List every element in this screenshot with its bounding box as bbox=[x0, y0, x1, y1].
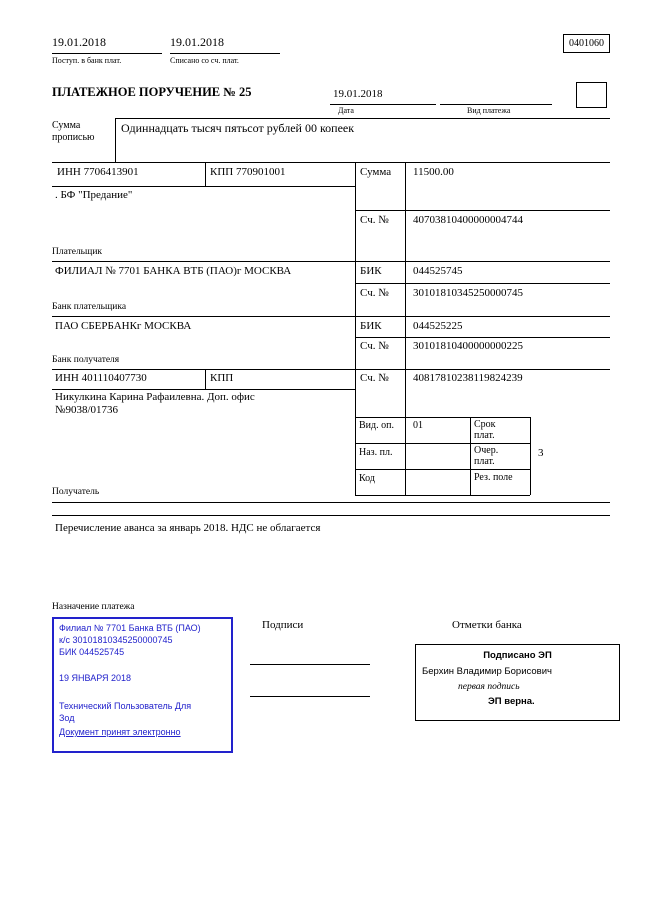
table-line bbox=[205, 369, 206, 389]
payer-bank-account-label: Сч. № bbox=[360, 287, 389, 299]
table-line bbox=[355, 210, 610, 211]
table-line bbox=[205, 162, 206, 186]
form-code: 0401060 bbox=[569, 38, 604, 49]
table-line bbox=[355, 283, 610, 284]
beneficiary-account-label: Сч. № bbox=[360, 372, 389, 384]
stamp-bik: БИК 044525745 bbox=[59, 647, 125, 657]
beneficiary-name-line2: №9038/01736 bbox=[55, 404, 119, 416]
payer-inn: ИНН 7706413901 bbox=[57, 166, 139, 178]
table-line bbox=[52, 502, 610, 503]
stamp-user-line2: Зод bbox=[59, 713, 75, 723]
sum-label: Сумма bbox=[360, 166, 392, 178]
table-line bbox=[530, 417, 531, 495]
stamp-date: 19 ЯНВАРЯ 2018 bbox=[59, 673, 132, 683]
divider-line bbox=[52, 53, 162, 54]
payer-bank-section-label: Банк плательщика bbox=[52, 302, 127, 312]
received-date: 19.01.2018 bbox=[52, 35, 106, 49]
table-line bbox=[355, 495, 530, 496]
signer-name: Берхин Владимир Борисович bbox=[422, 666, 552, 677]
table-line bbox=[355, 337, 610, 338]
purpose-text: Перечисление аванса за январь 2018. НДС не облагается bbox=[55, 522, 321, 534]
table-line bbox=[355, 469, 530, 470]
payer-bank-bik: 044525745 bbox=[413, 265, 463, 277]
payer-bank-account: 30101810345250000745 bbox=[413, 287, 523, 299]
beneficiary-bank-section-label: Банк получателя bbox=[52, 355, 120, 365]
signature-line bbox=[250, 664, 370, 665]
table-line bbox=[52, 369, 610, 370]
reserve-label: Рез. поле bbox=[474, 472, 513, 483]
table-line bbox=[52, 389, 355, 390]
naz-label: Наз. пл. bbox=[359, 447, 393, 458]
bank-marks-title: Отметки банка bbox=[452, 619, 522, 631]
payer-account: 40703810400000004744 bbox=[413, 214, 523, 226]
amount-words-label-2: прописью bbox=[52, 132, 95, 143]
electronic-bank-stamp bbox=[52, 617, 233, 753]
table-line bbox=[52, 261, 610, 262]
divider-line bbox=[170, 53, 280, 54]
received-label: Поступ. в банк плат. bbox=[52, 56, 122, 65]
table-line bbox=[355, 417, 530, 418]
table-line bbox=[470, 417, 471, 495]
op-type-value: 01 bbox=[413, 420, 423, 431]
beneficiary-bank-bik-label: БИК bbox=[360, 320, 382, 332]
document-date: 19.01.2018 bbox=[333, 88, 383, 100]
beneficiary-kpp-label: КПП bbox=[210, 372, 234, 384]
signed-ep-text: Подписано ЭП bbox=[483, 650, 552, 661]
table-line bbox=[355, 162, 356, 495]
amount-words-label-1: Сумма bbox=[52, 120, 81, 131]
beneficiary-bank-account-label: Сч. № bbox=[360, 340, 389, 352]
form-code-box bbox=[563, 34, 610, 53]
table-line bbox=[52, 316, 610, 317]
beneficiary-inn: ИНН 401110407730 bbox=[55, 372, 147, 384]
payer-bank-name: ФИЛИАЛ № 7701 БАНКА ВТБ (ПАО)г МОСКВА bbox=[55, 265, 292, 277]
table-line bbox=[52, 515, 610, 516]
due-label-line2: плат. bbox=[474, 430, 495, 441]
table-line bbox=[52, 186, 355, 187]
payer-name: . БФ "Предание" bbox=[55, 189, 133, 201]
beneficiary-bank-account: 30101810400000000225 bbox=[413, 340, 523, 352]
beneficiary-bank-name: ПАО СБЕРБАНКг МОСКВА bbox=[55, 320, 192, 332]
bank-marks-box bbox=[415, 644, 620, 721]
date-label: Дата bbox=[338, 106, 354, 115]
payer-account-label: Сч. № bbox=[360, 214, 389, 226]
table-line bbox=[115, 118, 116, 162]
beneficiary-name-line1: Никулкина Карина Рафаилевна. Доп. офис bbox=[55, 391, 255, 403]
priority-label-line2: плат. bbox=[474, 456, 495, 467]
due-label-line1: Срок bbox=[474, 419, 496, 430]
table-line bbox=[52, 162, 610, 163]
beneficiary-section-label: Получатель bbox=[52, 487, 100, 497]
table-line bbox=[115, 118, 610, 119]
stamp-user-line1: Технический Пользователь Для bbox=[59, 701, 192, 711]
sum-value: 11500.00 bbox=[413, 166, 454, 178]
payer-section-label: Плательщик bbox=[52, 247, 103, 257]
beneficiary-bank-bik: 044525225 bbox=[413, 320, 463, 332]
ep-verified-text: ЭП верна. bbox=[488, 696, 535, 707]
debited-date: 19.01.2018 bbox=[170, 35, 224, 49]
debited-label: Списано со сч. плат. bbox=[170, 56, 239, 65]
table-line bbox=[405, 162, 406, 495]
purpose-label: Назначение платежа bbox=[52, 602, 135, 612]
amount-words-value: Одиннадцать тысяч пятьсот рублей 00 копеек bbox=[121, 121, 355, 135]
payer-bank-bik-label: БИК bbox=[360, 265, 382, 277]
priority-label-line1: Очер. bbox=[474, 445, 499, 456]
beneficiary-account: 40817810238119824239 bbox=[413, 372, 523, 384]
signature-line bbox=[250, 696, 370, 697]
divider-line bbox=[440, 104, 552, 105]
table-line bbox=[355, 443, 530, 444]
code-label: Код bbox=[359, 473, 375, 484]
signatures-title: Подписи bbox=[262, 619, 304, 631]
priority-value: 3 bbox=[538, 447, 544, 459]
payer-kpp: КПП 770901001 bbox=[210, 166, 286, 178]
divider-line bbox=[330, 104, 436, 105]
payment-type-label: Вид платежа bbox=[467, 106, 511, 115]
stamp-bank-name: Филиал № 7701 Банка ВТБ (ПАО) bbox=[59, 623, 201, 633]
stamp-corr-account: к/с 30101810345250000745 bbox=[59, 635, 173, 645]
document-title: ПЛАТЕЖНОЕ ПОРУЧЕНИЕ № 25 bbox=[52, 85, 252, 99]
signature-kind: первая подпись bbox=[458, 682, 520, 692]
payment-type-box bbox=[576, 82, 607, 108]
stamp-accepted-text: Документ принят электронно bbox=[59, 727, 181, 737]
op-type-label: Вид. оп. bbox=[359, 420, 394, 431]
